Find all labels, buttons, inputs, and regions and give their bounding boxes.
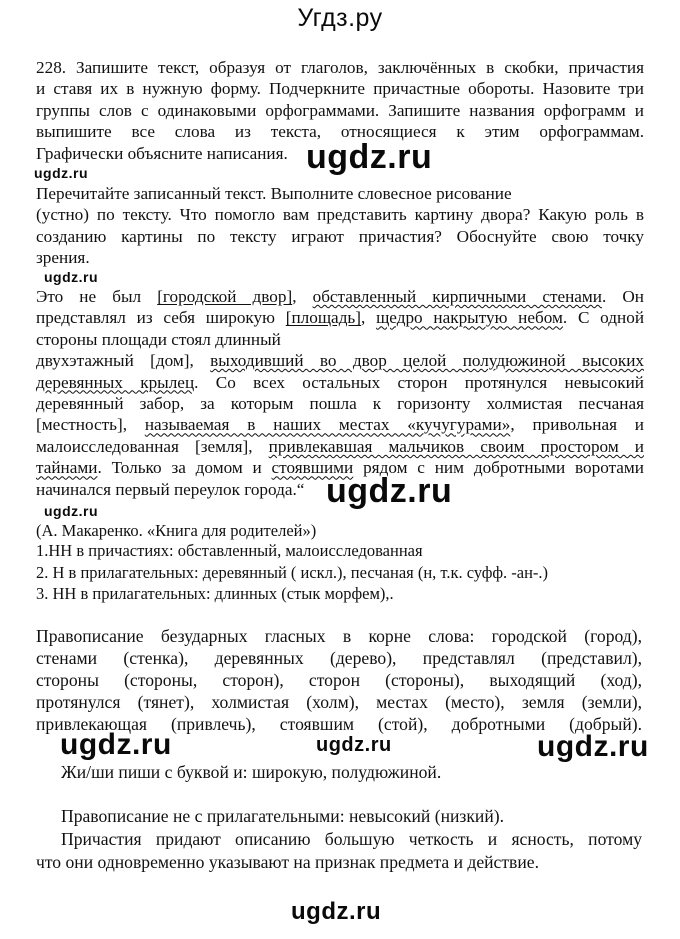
text-segment: малоисследованная [земля], (36, 436, 269, 456)
main-line (36, 414, 644, 435)
source-citation: (А. Макаренко. «Книга для родителей») (36, 521, 317, 540)
text-segment: , (361, 308, 377, 328)
ne-rule: Правописание не с прилагательными: невысокий (низкий). (61, 806, 504, 826)
reread-paragraph (36, 183, 644, 269)
spelling-paragraph (36, 625, 642, 735)
task-line: выпишите все слова из текста, относящиеся к этим орфограммам. (36, 122, 644, 142)
participial-phrase: называемая в наших местах «кучугурами» (144, 415, 511, 435)
orthogram-group: 3. НН в прилагательных: длинных (стык морфем),. (36, 584, 394, 603)
main-text (36, 286, 644, 500)
underlined-subject: [площадь] (285, 308, 361, 328)
text-segment: рядом с ним добротными воротами (353, 458, 644, 478)
main-line (36, 286, 644, 307)
watermark-small: ugdz.ru (44, 503, 99, 519)
watermark-small: ugdz.ru (316, 734, 392, 756)
main-line (36, 307, 644, 328)
participial-phrase: тайнами (36, 458, 98, 478)
site-title: Угдз.ру (297, 4, 383, 32)
spelling-line: стенами (стенка), деревянных (дерево), представлял (представил), (36, 648, 642, 668)
watermark-small: ugdz.ru (44, 269, 99, 285)
spelling-line: привлекающая (привлечь), стоявшим (стой), добротными (добрый). (36, 714, 642, 734)
text-segment: . Он (602, 287, 644, 306)
task-line: и ставя их в нужную форму. Подчеркните причастные обороты. Назовите три (36, 79, 644, 99)
watermark-small: ugdz.ru (34, 165, 89, 181)
text-segment: , (292, 287, 313, 306)
watermark-large: ugdz.ru (326, 472, 453, 510)
text-segment: двухэтажный [дом], (36, 351, 211, 371)
participial-phrase: привлекавшая мальчиков своим простором и (268, 436, 644, 456)
reread-line: зрения. (36, 248, 90, 268)
text-segment: [местность], (36, 415, 145, 435)
main-line: деревянный забор, за которым пошла к горизонту холмистая песчаная (36, 394, 644, 414)
reread-line: Перечитайте записанный текст. Выполните словесное рисование (36, 184, 512, 203)
text-segment: . Только за домом и (97, 458, 272, 478)
task-line: группы слов с одинаковыми орфограммами. Запишите названия орфограмм и (36, 100, 644, 120)
participial-phrase: выходивший во двор целой полудюжиной высоких (210, 351, 644, 371)
participial-phrase: деревянных крылец (36, 372, 195, 392)
conclusion-paragraph (36, 828, 642, 873)
text-segment: представлял из себя широкую (36, 308, 286, 328)
underlined-subject: [городской двор] (157, 287, 293, 306)
main-line: начинался первый переулок города.“ (36, 479, 305, 499)
orthogram-group: 1.НН в причастиях: обставленный, малоисследованная (36, 541, 423, 560)
watermark-footer: ugdz.ru (291, 898, 382, 925)
text-segment: . С одной (562, 308, 645, 328)
spelling-line: Правописание безударных гласных в корне слова: городской (город), (36, 626, 642, 646)
main-line (36, 350, 644, 371)
participial-phrase: щедро накрытую небом (376, 308, 563, 328)
conclusion-line: Причастия придают описанию большую четкость и ясность, потому (61, 829, 642, 849)
task-line: Графически объясните написания. (36, 143, 288, 163)
reread-line: (устно) по тексту. Что помогло вам представить картину двора? Какую роль в (36, 205, 644, 225)
watermark-large: ugdz.ru (306, 138, 433, 176)
conclusion-line: что они одновременно указывают на признак предмета и действие. (36, 851, 539, 872)
reread-line: созданию картины по тексту играют причастия? Обоснуйте свою точку (36, 226, 644, 246)
main-line: стороны площади стоял длинный (36, 329, 281, 349)
spelling-line: протянулся (тянет), холмистая (холм), местах (место), земля (земли), (36, 692, 642, 712)
text-segment: Это не был (36, 287, 158, 306)
watermark-large: ugdz.ru (537, 730, 649, 763)
main-line (36, 436, 644, 457)
participial-phrase: обставленный кирпичными стенами (312, 287, 602, 306)
zhi-shi-rule: Жи/ши пиши с буквой и: широкую, полудюжиной. (61, 762, 442, 782)
participial-phrase: стоявшими (271, 458, 354, 478)
watermark-large: ugdz.ru (60, 728, 172, 761)
spelling-line: стороны (стороны, сторон), сторон (стороны), выходящий (ход), (36, 670, 642, 690)
task-line: 228. Запишите текст, образуя от глаголов, заключённых в скобки, причастия (36, 58, 644, 77)
main-line (36, 372, 644, 393)
orthogram-group: 2. Н в прилагательных: деревянный ( искл.), песчаная (н, т.к. суфф. -ан-.) (36, 563, 549, 582)
text-segment: . Со всех остальных сторон протянулся невысокий (194, 372, 644, 392)
text-segment: , привольная и (510, 415, 645, 435)
